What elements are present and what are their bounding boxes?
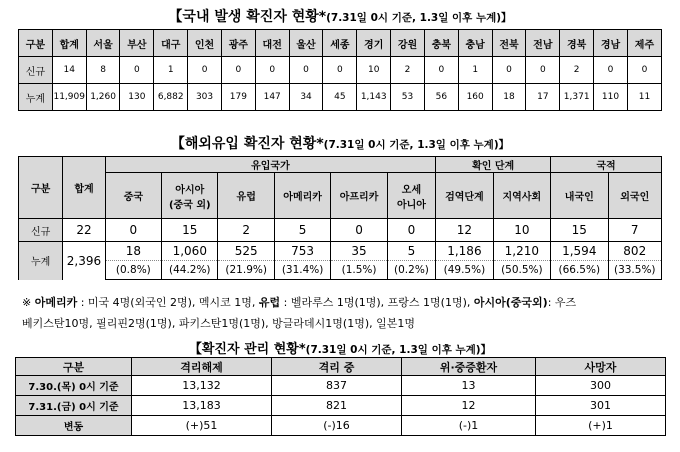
management-cell: 13,183 [132, 396, 272, 416]
domestic-cell: 11 [627, 84, 661, 111]
management-header-cell: 사망자 [536, 358, 666, 376]
domestic-cell: 0 [289, 57, 323, 84]
management-cell: 821 [272, 396, 402, 416]
domestic-cell: 6,882 [154, 84, 188, 111]
imported-new-cell: 7 [608, 219, 662, 242]
imported-header-inflow: 유입국가 [105, 157, 436, 173]
domestic-header-cell: 합계 [52, 30, 86, 57]
imported-pct-cell: (0.8%) [105, 261, 161, 280]
imported-column-header-row [19, 173, 662, 219]
imported-column-header: 아메리카 [274, 173, 330, 219]
imported-row-new [19, 219, 662, 242]
domestic-cell: 1,371 [560, 84, 594, 111]
footnote-line2: 베키스탄10명, 필리핀2명(1명), 파키스탄1명(1명), 방글라데시1명(1명), 일본1명 [22, 317, 415, 330]
domestic-header-cell: 대전 [255, 30, 289, 57]
domestic-cell: 0 [627, 57, 661, 84]
domestic-header-cell: 부산 [120, 30, 154, 57]
management-header-cell: 격리해제 [132, 358, 272, 376]
imported-header-total: 합계 [63, 157, 105, 219]
imported-new-cell: 0 [105, 219, 161, 242]
domestic-header-cell: 광주 [221, 30, 255, 57]
domestic-cell: 14 [52, 57, 86, 84]
domestic-header-cell: 울산 [289, 30, 323, 57]
imported-new-label: 신규 [19, 219, 63, 242]
imported-pct-cell: (31.4%) [274, 261, 330, 280]
domestic-cell: 303 [188, 84, 222, 111]
imported-cum-cell: 5 [387, 242, 435, 261]
domestic-cell: 160 [458, 84, 492, 111]
domestic-cell: 2 [560, 57, 594, 84]
domestic-cell: 1,143 [357, 84, 391, 111]
imported-new-cell: 15 [551, 219, 608, 242]
domestic-header-cell: 인천 [188, 30, 222, 57]
domestic-cell: 56 [424, 84, 458, 111]
imported-pct-cell: (0.2%) [387, 261, 435, 280]
domestic-cell: 130 [120, 84, 154, 111]
imported-pct-cell: (1.5%) [331, 261, 387, 280]
imported-column-header: 외국인 [608, 173, 662, 219]
imported-cum-cell: 1,594 [551, 242, 608, 261]
domestic-header-cell: 경남 [594, 30, 628, 57]
imported-pct-cell: (21.9%) [218, 261, 274, 280]
management-title-sub: (7.31일 0시 기준, 1.3일 이후 누계)】 [305, 344, 492, 356]
imported-cum-cell: 1,060 [162, 242, 218, 261]
domestic-header-cell: 경북 [560, 30, 594, 57]
imported-pct-cell: (50.5%) [493, 261, 550, 280]
imported-cum-label: 누계 [19, 242, 63, 280]
management-title-main: 【확진자 관리 현황* [188, 342, 306, 357]
imported-column-header: 아프리카 [331, 173, 387, 219]
domestic-header-cell: 전북 [492, 30, 526, 57]
imported-title [0, 133, 680, 153]
management-header-cell: 격리 중 [272, 358, 402, 376]
domestic-header-cell: 전남 [526, 30, 560, 57]
domestic-cell: 0 [255, 57, 289, 84]
imported-cum-cell: 802 [608, 242, 662, 261]
imported-new-cell: 0 [331, 219, 387, 242]
domestic-row-label: 누계 [19, 84, 53, 111]
domestic-header-cell: 구분 [19, 30, 53, 57]
management-title [0, 338, 680, 357]
management-cell: 13,132 [132, 376, 272, 396]
domestic-cell: 1 [458, 57, 492, 84]
domestic-cell: 34 [289, 84, 323, 111]
domestic-header-cell: 대구 [154, 30, 188, 57]
imported-cum-cell: 525 [218, 242, 274, 261]
domestic-row-label: 신규 [19, 57, 53, 84]
domestic-cell: 0 [424, 57, 458, 84]
footnote-mark: ※ [22, 296, 32, 309]
imported-new-total: 22 [63, 219, 105, 242]
domestic-cell: 18 [492, 84, 526, 111]
management-row-label: 7.30.(목) 0시 기준 [16, 376, 132, 396]
imported-new-cell: 5 [274, 219, 330, 242]
imported-column-header: 내국인 [551, 173, 608, 219]
domestic-cell: 147 [255, 84, 289, 111]
management-table [15, 357, 666, 436]
footnote-europe-text: : 벨라루스 1명(1명), 프랑스 1명(1명), [280, 296, 474, 309]
imported-header-confirm: 확인 단계 [436, 157, 551, 173]
management-cell: 300 [536, 376, 666, 396]
domestic-cell: 10 [357, 57, 391, 84]
management-cell: (-)1 [402, 416, 536, 436]
imported-column-header: 검역단계 [436, 173, 493, 219]
domestic-cell: 11,909 [52, 84, 86, 111]
imported-cum-cell: 1,210 [493, 242, 550, 261]
management-row-0731 [16, 396, 666, 416]
imported-table [18, 156, 662, 280]
imported-column-header: 오세 아니아 [387, 173, 435, 219]
management-cell: 837 [272, 376, 402, 396]
imported-cum-cell: 35 [331, 242, 387, 261]
domestic-cell: 53 [391, 84, 425, 111]
imported-new-cell: 10 [493, 219, 550, 242]
domestic-header-cell: 경기 [357, 30, 391, 57]
footnote-asia-text: : 우즈 [547, 296, 577, 309]
domestic-row-new [19, 57, 662, 84]
imported-group-header-row [19, 157, 662, 173]
domestic-header-cell: 제주 [627, 30, 661, 57]
domestic-cell: 0 [120, 57, 154, 84]
domestic-header-cell: 충북 [424, 30, 458, 57]
domestic-header-cell: 충남 [458, 30, 492, 57]
management-cell: 13 [402, 376, 536, 396]
management-cell: 12 [402, 396, 536, 416]
imported-row-cumulative [19, 242, 662, 261]
management-cell: (+)1 [536, 416, 666, 436]
domestic-cell: 8 [86, 57, 120, 84]
domestic-cell: 45 [323, 84, 357, 111]
management-row-change [16, 416, 666, 436]
footnote-europe-key: 유럽 [258, 296, 281, 309]
management-header-cell: 구분 [16, 358, 132, 376]
domestic-title-main: 【국내 발생 확진자 현황* [168, 9, 327, 25]
imported-header-nationality: 국적 [551, 157, 662, 173]
domestic-cell: 110 [594, 84, 628, 111]
imported-pct-cell: (33.5%) [608, 261, 662, 280]
imported-footnote [22, 292, 662, 334]
imported-column-header: 아시아 (중국 외) [162, 173, 218, 219]
imported-header-category: 구분 [19, 157, 63, 219]
footnote-america-text: : 미국 4명(외국인 2명), 멕시코 1명, [77, 296, 259, 309]
footnote-america-key: 아메리카 [34, 296, 78, 309]
domestic-row-cumulative [19, 84, 662, 111]
imported-title-sub: (7.31일 0시 기준, 1.3일 이후 누계)】 [323, 139, 510, 151]
domestic-cell: 0 [526, 57, 560, 84]
imported-column-header: 유럽 [218, 173, 274, 219]
domestic-cell: 1,260 [86, 84, 120, 111]
domestic-header-row [19, 30, 662, 57]
management-header-row [16, 358, 666, 376]
domestic-cell: 17 [526, 84, 560, 111]
imported-cum-cell: 18 [105, 242, 161, 261]
management-cell: (+)51 [132, 416, 272, 436]
imported-cum-cell: 1,186 [436, 242, 493, 261]
domestic-header-cell: 서울 [86, 30, 120, 57]
management-cell: (-)16 [272, 416, 402, 436]
domestic-header-cell: 세종 [323, 30, 357, 57]
imported-new-cell: 12 [436, 219, 493, 242]
imported-pct-cell: (49.5%) [436, 261, 493, 280]
imported-title-main: 【해외유입 확진자 현황* [170, 136, 324, 152]
domestic-cell: 0 [323, 57, 357, 84]
management-row-label: 변동 [16, 416, 132, 436]
domestic-cell: 0 [221, 57, 255, 84]
domestic-table [18, 29, 662, 111]
domestic-cell: 0 [188, 57, 222, 84]
imported-row-percent [19, 261, 662, 280]
domestic-cell: 1 [154, 57, 188, 84]
domestic-cell: 0 [594, 57, 628, 84]
imported-cum-total: 2,396 [63, 242, 105, 280]
management-cell: 301 [536, 396, 666, 416]
domestic-header-cell: 강원 [391, 30, 425, 57]
imported-pct-cell: (66.5%) [551, 261, 608, 280]
management-row-label: 7.31.(금) 0시 기준 [16, 396, 132, 416]
domestic-title [0, 6, 680, 26]
domestic-title-sub: (7.31일 0시 기준, 1.3일 이후 누계)】 [326, 12, 512, 24]
imported-new-cell: 2 [218, 219, 274, 242]
management-row-0730 [16, 376, 666, 396]
management-header-cell: 위·중증환자 [402, 358, 536, 376]
footnote-asia-key: 아시아(중국외) [473, 296, 548, 309]
imported-new-cell: 0 [387, 219, 435, 242]
domestic-cell: 2 [391, 57, 425, 84]
imported-pct-cell: (44.2%) [162, 261, 218, 280]
domestic-cell: 179 [221, 84, 255, 111]
imported-new-cell: 15 [162, 219, 218, 242]
imported-column-header: 중국 [105, 173, 161, 219]
domestic-cell: 0 [492, 57, 526, 84]
imported-cum-cell: 753 [274, 242, 330, 261]
imported-column-header: 지역사회 [493, 173, 550, 219]
